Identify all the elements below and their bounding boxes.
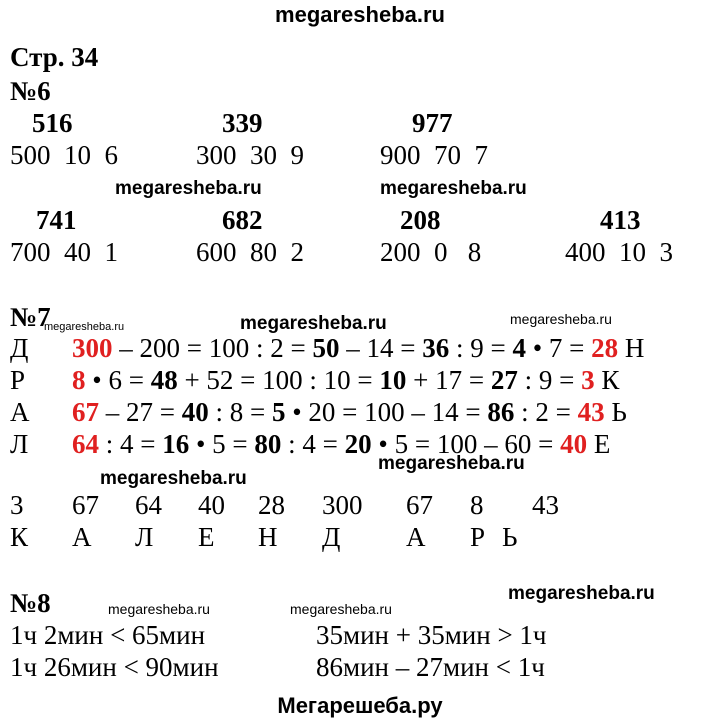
chain-equation (72, 429, 610, 460)
chain-equation (72, 365, 619, 396)
answer-number: 3 (581, 365, 595, 395)
code-letter: А (72, 522, 92, 552)
task6-parts: 400 10 3 (565, 237, 673, 267)
task8-comparison: 1ч 26мин < 90мин (10, 652, 219, 682)
answer-number: 43 (577, 397, 605, 427)
watermark: megaresheba.ru (100, 468, 247, 489)
task6-title: №6 (10, 76, 51, 106)
task6-parts: 600 80 2 (196, 237, 304, 267)
answer-number: 8 (72, 365, 86, 395)
equation-text: : 4 = (281, 429, 345, 459)
code-number: 28 (258, 490, 285, 520)
intermediate-number: 48 (150, 365, 178, 395)
code-letter: Л (135, 522, 154, 552)
code-number: 64 (135, 490, 162, 520)
intermediate-number: 5 (271, 397, 286, 427)
watermark: megaresheba.ru (108, 601, 210, 617)
watermark: megaresheba.ru (510, 311, 612, 327)
equation-text: • 5 = (189, 429, 255, 459)
equation-text: + 52 = 100 : 10 = (177, 365, 380, 395)
task6-parts: 200 0 8 (380, 237, 482, 267)
task6-parts: 700 40 1 (10, 237, 118, 267)
chain-letter: А (10, 397, 30, 427)
equation-text: Н (618, 333, 645, 363)
task6-number: 208 (400, 205, 441, 235)
intermediate-number: 4 (512, 333, 526, 363)
task8-title: №8 (10, 588, 51, 618)
task8-comparison: 86мин – 27мин < 1ч (316, 652, 545, 682)
task6-number: 516 (32, 108, 73, 138)
task8-comparison: 1ч 2мин < 65мин (10, 620, 206, 650)
watermark: megaresheba.ru (380, 178, 527, 199)
equation-text: – 200 = 100 : 2 = (112, 333, 313, 363)
code-letter: Е (198, 522, 215, 552)
code-number: 67 (72, 490, 99, 520)
code-number: 300 (322, 490, 363, 520)
equation-text: : 2 = (514, 397, 578, 427)
chain-equation (72, 397, 627, 428)
task6-parts: 500 10 6 (10, 140, 118, 170)
code-number: 67 (406, 490, 433, 520)
answer-number: 67 (72, 397, 99, 427)
equation-text: Е (587, 429, 611, 459)
intermediate-number: 36 (422, 333, 450, 363)
watermark-bottom: Мегарешеба.ру (277, 693, 443, 718)
watermark: megaresheba.ru (240, 313, 387, 334)
equation-text: : 9 = (449, 333, 513, 363)
task6-parts: 300 30 9 (196, 140, 304, 170)
task6-number: 741 (36, 205, 77, 235)
equation-text: – 27 = (99, 397, 182, 427)
intermediate-number: 50 (312, 333, 340, 363)
intermediate-number: 27 (490, 365, 518, 395)
answer-number: 64 (72, 429, 99, 459)
code-number: 3 (10, 490, 24, 520)
chain-equation (72, 333, 644, 364)
answer-number: 28 (591, 333, 619, 363)
intermediate-number: 16 (162, 429, 190, 459)
equation-text: : 4 = (99, 429, 163, 459)
intermediate-number: 40 (181, 397, 209, 427)
equation-text: • 7 = (525, 333, 592, 363)
task6-parts: 900 70 7 (380, 140, 488, 170)
intermediate-number: 86 (487, 397, 515, 427)
chain-letter: Л (10, 429, 29, 459)
equation-text: • 5 = 100 – 60 = (371, 429, 561, 459)
watermark: megaresheba.ru (44, 321, 125, 333)
chain-letter: Д (10, 333, 29, 363)
equation-text: • 6 = (85, 365, 151, 395)
task6-number: 977 (412, 108, 453, 138)
equation-text: К (594, 365, 620, 395)
code-letter: А (406, 522, 426, 552)
intermediate-number: 80 (254, 429, 282, 459)
equation-text: : 9 = (517, 365, 582, 395)
intermediate-number: 10 (379, 365, 407, 395)
equation-text: : 8 = (208, 397, 272, 427)
intermediate-number: 20 (344, 429, 372, 459)
chain-letter: Р (10, 365, 26, 395)
task6-number: 413 (600, 205, 641, 235)
watermark: megaresheba.ru (378, 453, 525, 474)
watermark: megaresheba.ru (508, 583, 655, 604)
code-number: 43 (532, 490, 559, 520)
watermark: megaresheba.ru (290, 601, 392, 617)
code-letter: Д (322, 522, 341, 552)
watermark-top: megaresheba.ru (275, 2, 445, 27)
watermark: megaresheba.ru (115, 178, 262, 199)
code-number: 40 (198, 490, 225, 520)
task8-comparison: 35мин + 35мин > 1ч (316, 620, 547, 650)
code-letter: Н (258, 522, 278, 552)
answer-number: 40 (560, 429, 588, 459)
answer-number: 300 (72, 333, 113, 363)
task7-title: №7 (10, 302, 51, 332)
equation-text: • 20 = 100 – 14 = (285, 397, 488, 427)
code-letter: Р (470, 522, 486, 552)
code-letter: К (10, 522, 29, 552)
equation-text: – 14 = (339, 333, 423, 363)
page-number: Стр. 34 (10, 42, 99, 72)
task6-number: 339 (222, 108, 263, 138)
equation-text: Ь (604, 397, 627, 427)
equation-text: + 17 = (406, 365, 491, 395)
code-number: 8 (470, 490, 484, 520)
code-letter: Ь (502, 522, 518, 552)
task6-number: 682 (222, 205, 263, 235)
